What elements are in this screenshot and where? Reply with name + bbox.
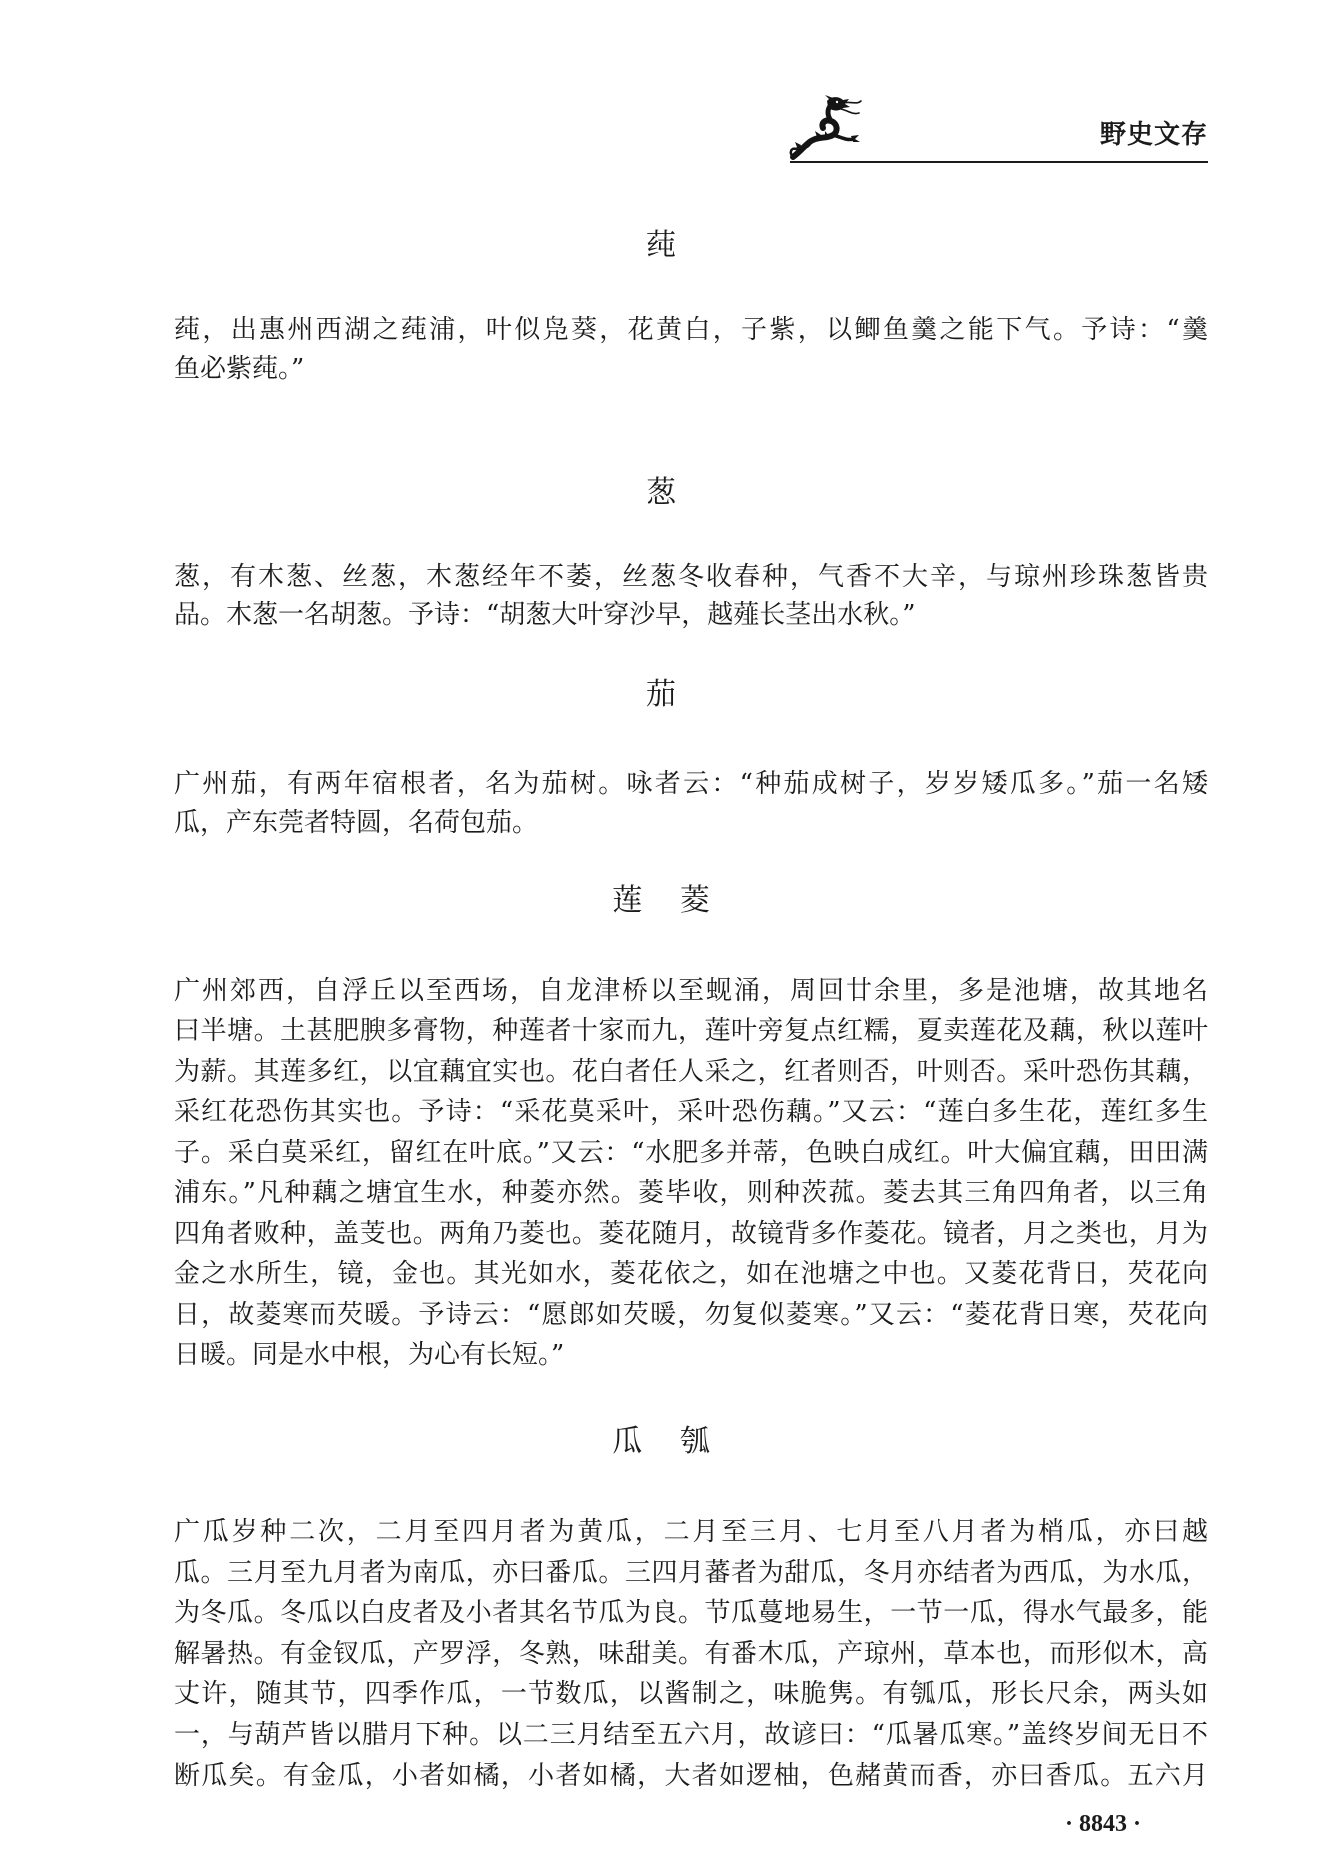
entry-title: 莼 xyxy=(646,228,676,263)
paragraph-line: 一，与葫芦皆以腊月下种。以二三月结至五六月，故谚曰：“瓜暑瓜寒。”盖终岁间无日不 xyxy=(174,1720,1208,1750)
paragraph-line: 为冬瓜。冬瓜以白皮者及小者其名节瓜为良。节瓜蔓地易生，一节一瓜，得水气最多，能 xyxy=(174,1598,1208,1628)
paragraph-line: 浦东。”凡种藕之塘宜生水，种菱亦然。菱毕收，则种茨菰。菱去其三角四角者，以三角 xyxy=(174,1178,1208,1208)
paragraph-line: 日暖。同是水中根，为心有长短。” xyxy=(174,1340,565,1370)
paragraph-line: 断瓜矣。有金瓜，小者如橘，小者如橘，大者如逻柚，色赭黄而香，亦曰香瓜。五六月 xyxy=(174,1761,1208,1791)
dragon-emblem-graphic xyxy=(787,95,867,161)
dragon-emblem-icon xyxy=(787,95,867,161)
paragraph-line: 瓜。三月至九月者为南瓜，亦曰番瓜。三四月蕃者为甜瓜，冬月亦结者为西瓜，为水瓜， xyxy=(174,1558,1208,1588)
paragraph-line: 为薪。其莲多红，以宜藕宜实也。花白者任人采之，红者则否，叶则否。采叶恐伤其藕， xyxy=(174,1057,1208,1087)
paragraph-line: 曰半塘。土甚肥腴多膏物，种莲者十家而九，莲叶旁复点红糯，夏卖莲花及藕，秋以莲叶 xyxy=(174,1016,1208,1046)
paragraph-line: 葱，有木葱、丝葱，木葱经年不萎，丝葱冬收春种，气香不大辛，与琼州珍珠葱皆贵 xyxy=(174,562,1208,592)
entry-title: 莲 菱 xyxy=(612,883,710,918)
paragraph-line: 金之水所生，镜，金也。其光如水，菱花依之，如在池塘之中也。又菱花背日，芡花向 xyxy=(174,1259,1208,1289)
paragraph-line: 广州郊西，自浮丘以至西场，自龙津桥以至蚬涌，周回廿余里，多是池塘，故其地名 xyxy=(174,976,1208,1006)
paragraph-line: 解暑热。有金钗瓜，产罗浮，冬熟，味甜美。有番木瓜，产琼州，草本也，而形似木，高 xyxy=(174,1639,1208,1669)
paragraph-line: 采红花恐伤其实也。予诗：“采花莫采叶，采叶恐伤藕。”又云：“莲白多生花，莲红多生 xyxy=(174,1097,1208,1127)
page-number: · 8843 · xyxy=(1064,1811,1141,1837)
paragraph-line: 四角者败种，盖芰也。两角乃菱也。菱花随月，故镜背多作菱花。镜者，月之类也，月为 xyxy=(174,1219,1208,1249)
paragraph-line: 品。木葱一名胡葱。予诗：“胡葱大叶穿沙早，越薤长茎出水秋。” xyxy=(174,600,916,630)
book-title: 野史文存 xyxy=(1099,120,1208,150)
entry-title: 瓜 瓠 xyxy=(612,1424,710,1459)
paragraph-line: 丈许，随其节，四季作瓜，一节数瓜，以酱制之，味脆隽。有瓠瓜，形长尺余，两头如 xyxy=(174,1679,1208,1709)
paragraph-line: 鱼必紫莼。” xyxy=(174,354,305,384)
entry-title: 葱 xyxy=(646,475,676,510)
paragraph-line: 子。采白莫采红，留红在叶底。”又云：“水肥多并蒂，色映白成红。叶大偏宜藕，田田满 xyxy=(174,1138,1208,1168)
paragraph-line: 广瓜岁种二次，二月至四月者为黄瓜，二月至三月、七月至八月者为梢瓜，亦曰越 xyxy=(174,1517,1208,1547)
paragraph-line: 广州茄，有两年宿根者，名为茄树。咏者云：“种茄成树子，岁岁矮瓜多。”茄一名矮 xyxy=(174,769,1208,799)
header-rule xyxy=(790,161,1208,163)
entry-title: 茄 xyxy=(646,677,676,712)
paragraph-line: 日，故菱寒而芡暖。予诗云：“愿郎如芡暖，勿复似菱寒。”又云：“菱花背日寒，芡花向 xyxy=(174,1300,1208,1330)
paragraph-line: 瓜，产东莞者特圆，名荷包茄。 xyxy=(174,808,539,838)
paragraph-line: 莼，出惠州西湖之莼浦，叶似凫葵，花黄白，子紫，以鲫鱼羹之能下气。予诗：“羹 xyxy=(174,315,1208,345)
